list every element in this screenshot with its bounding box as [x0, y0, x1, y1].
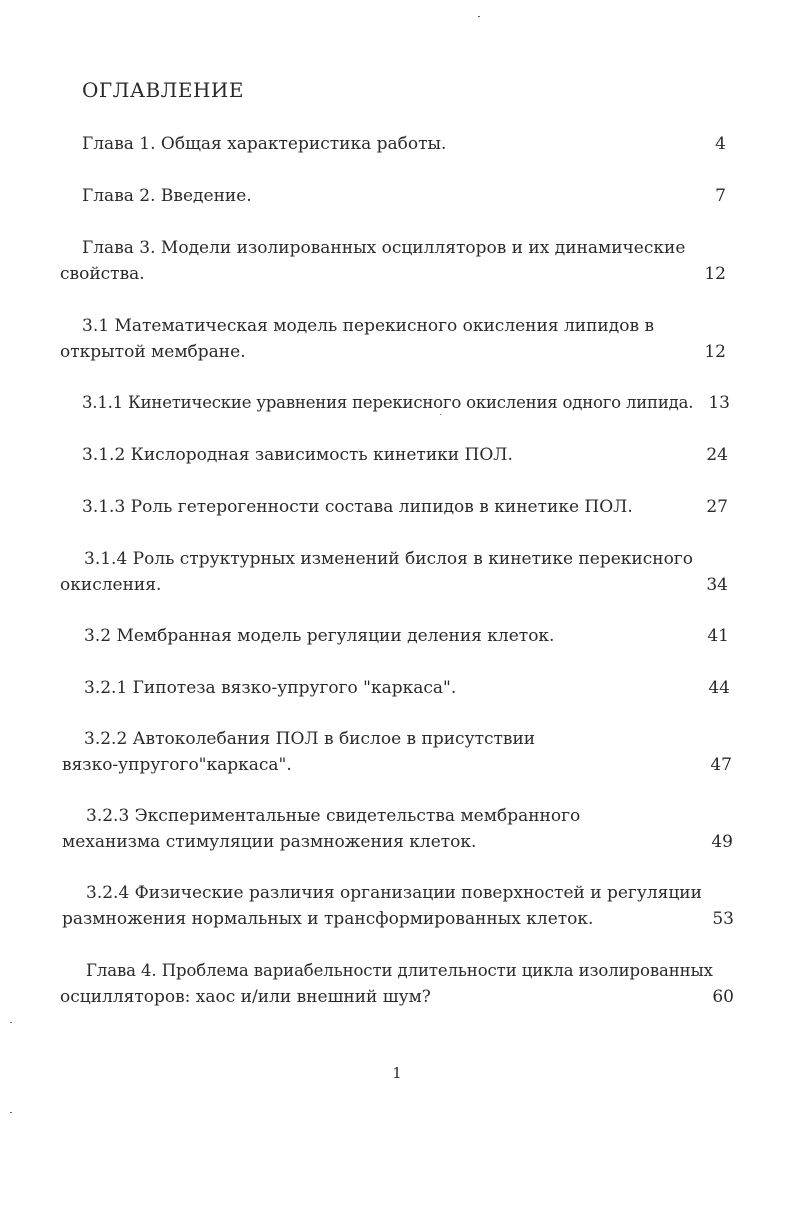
toc-entry-page: 47: [710, 755, 732, 775]
toc-entry-title: 3.1.3 Роль гетерогенности состава липидов в кинетике ПОЛ.: [82, 497, 633, 517]
toc-entry-page: 7: [715, 186, 726, 206]
toc-entry-title-continued: окисления.: [60, 575, 162, 595]
toc-entry: [60, 235, 726, 287]
toc-entry-title-continued: вязко-упругого"каркаса".: [62, 755, 292, 775]
toc-entry-title-continued: открытой мембране.: [60, 342, 246, 362]
toc-entry: [62, 803, 733, 855]
toc-entry-title: Глава 1. Общая характеристика работы.: [82, 134, 447, 154]
toc-entry-title: 3.1 Математическая модель перекисного окисления липидов в: [82, 316, 655, 336]
toc-entry-page: 60: [712, 987, 734, 1007]
toc-entry-title: 3.2.4 Физические различия организации поверхностей и регуляции: [86, 883, 702, 903]
toc-entry: [60, 546, 728, 598]
toc-entry-title: Глава 3. Модели изолированных осцилляторов и их динамические: [82, 238, 686, 258]
toc-entry-title: 3.2.3 Экспериментальные свидетельства мембранного: [86, 806, 581, 826]
toc-entry-title: Глава 4. Проблема вариабельности длительности цикла изолированных: [86, 961, 713, 980]
toc-entry-page: 13: [708, 393, 730, 413]
page-number: 1: [392, 1064, 402, 1082]
toc-entry-page: 27: [706, 497, 728, 517]
toc-entry-title: 3.1.1 Кинетические уравнения перекисного окисления одного липида.: [82, 393, 694, 412]
toc-entry-page: 49: [711, 832, 733, 852]
toc-entry-title-continued: размножения нормальных и трансформированных клеток.: [62, 909, 594, 929]
toc-entry-title: 3.2.1 Гипотеза вязко-упругого "каркаса".: [84, 678, 457, 698]
toc-entry-page: 12: [704, 264, 726, 284]
toc-entry-title: Глава 2. Введение.: [82, 186, 252, 206]
toc-entry-title-continued: свойства.: [60, 264, 145, 284]
scan-speck: [10, 1112, 12, 1113]
toc-entry-page: 41: [707, 626, 729, 646]
scan-speck: [478, 16, 480, 17]
toc-entry-title-continued: механизма стимуляции размножения клеток.: [62, 832, 477, 852]
scan-speck: [10, 1022, 12, 1023]
scan-speck: [440, 414, 441, 415]
toc-entry: [62, 880, 734, 932]
toc-entry: [62, 726, 732, 778]
toc-heading: ОГЛАВЛЕНИЕ: [82, 78, 244, 102]
toc-entry-title: 3.1.2 Кислородная зависимость кинетики ПОЛ.: [82, 445, 513, 465]
toc-entry-page: 53: [712, 909, 734, 929]
toc-entry: [60, 313, 726, 365]
toc-entry-page: 44: [708, 678, 730, 698]
toc-entry-title: 3.2.2 Автоколебания ПОЛ в бислое в присутствии: [84, 729, 536, 749]
toc-entry-title: 3.2 Мембранная модель регуляции деления клеток.: [84, 626, 555, 646]
toc-entry-page: 12: [704, 342, 726, 362]
toc-entry-page: 34: [706, 575, 728, 595]
toc-entry-page: 4: [715, 134, 726, 154]
toc-entry-title: 3.1.4 Роль структурных изменений бислоя в кинетике перекисного: [84, 549, 693, 569]
toc-entry-page: 24: [706, 445, 728, 465]
toc-entry: [60, 958, 734, 1010]
toc-entry-title-continued: осцилляторов: хаос и/или внешний шум?: [60, 987, 431, 1007]
